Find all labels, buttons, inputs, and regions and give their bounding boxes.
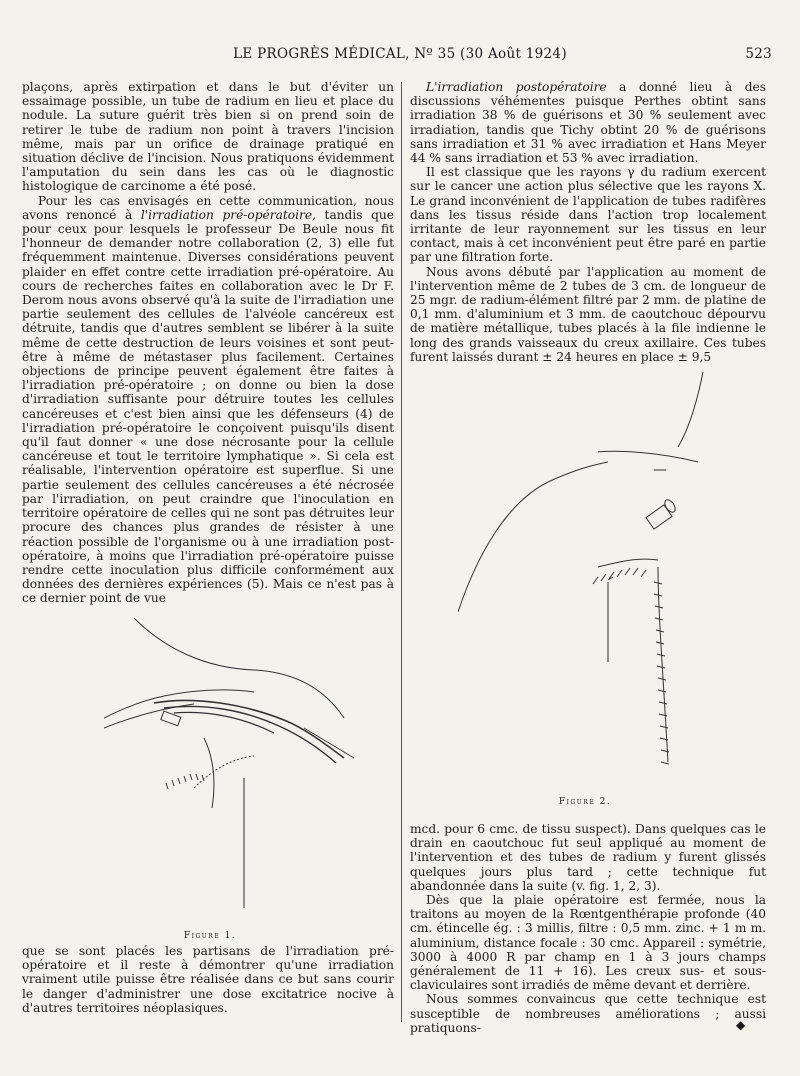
text-run: a donné lieu à des discussions véhémentes puisque Perthes obtint sans irradiation 38 % de guérisons et 30 % seulement avec irradiation, tandis que Tichy obtint 20 % de guérisons sans irradiation et 31 % avec irradiation et Hans Meyer 44 % sans irradiation et 53 % avec irradiation. xyxy=(410,80,766,166)
page-number: 523 xyxy=(745,46,772,62)
text-run: tandis que pour ceux pour lesquels le professeur De Beule nous fit l'honneur de demander notre collaboration (2, 3) elle fut fréquemment maintenue. Diverses considérations peuvent plaider en effet contre cette irradiation pré-opératoire. Au cours de recherches faites en collaboration avec le Dr F. Derom nous avons observé qu'à la suite de l'irradiation une partie seulement des cellules de l'alvéole cancéreux est détruite, tandis que d'autres semblent se libérer à la suite même de cette destruction de leurs voisines et sont peut-être à même de métastaser plus facilement. Certaines objections de principe peuvent également être faites à l'irradiation pré-opératoire ; on donne ou bien la dose d'irradiation suffisante pour détruire toutes les cellules cancéreuses et c'est bien ainsi que les défenseurs (4) de l'irradiation pré-opératoire le conçoivent puisqu'ils disent qu'il faut donner « une dose nécrosante pour la cellule cancéreuse et tout le territoire lymphatique ». Si cela est réalisable, l'intervention opératoire est superflue. Si une partie seulement des cellules cancéreuses a été nécrosée par l'irradiation, on peut craindre que l'inoculation en territoire opératoire de celles qui ne sont pas détruites leur procure des chances plus grandes de résister à une réaction possible de l'organisme ou à une irradiation post-opératoire, à moins que l'irradiation pré-opératoire puisse rendre cette inoculation plus difficile conformément aux données des dernières expériences (5). Mais ce n'est pas à ce dernier point de vue xyxy=(22,207,394,606)
paragraph xyxy=(22,194,394,606)
text-run: Pour les cas envisagés en cette communication, nous avons renoncé à xyxy=(22,193,394,222)
paragraph: que se sont placés les partisans de l'irradiation pré-opératoire et il reste à démontrer qu'une irradiation vraiment utile puisse être réalisée dans ce but sans courir le danger d'administrer une dose excitatrice nocive à d'autres territoires néoplasiques. xyxy=(22,944,394,1015)
figure-2-caption: Figure 2. xyxy=(558,797,612,807)
right-column-continuation xyxy=(410,822,766,1035)
paragraph: mcd. pour 6 cmc. de tissu suspect). Dans quelques cas le drain en caoutchouc fut seul appliqué au moment de l'intervention et des tubes de radium y furent glissés quelques jours plus tard ; cette technique fut abandonnée dans la suite (v. fig. 1, 2, 3). xyxy=(410,822,766,893)
italic-term: L'irradiation postopératoire xyxy=(426,80,607,94)
paragraph: Dès que la plaie opératoire est fermée, nous la traitons au moyen de la Rœntgenthérapie profonde (40 cm. étincelle ég. : 3 millis, filtre : 0,5 mm. zinc. + 1 m m. aluminium, distance focale : 30 cmc. Appareil : symétrie, 3000 à 4000 R par champ en 1 à 3 jours champs généralement de 11 + 16). Les creux sus- et sous-claviculaires sont irradiés de même devant et derrière. xyxy=(410,893,766,993)
end-ornament: ◆ xyxy=(736,1018,746,1032)
paragraph: plaçons, après extirpation et dans le but d'éviter un essaimage possible, un tube de radium en lieu et place du nodule. La suture guérit très bien si on prend soin de retirer le tube de radium non point à travers l'incision même, mais par un orifice de drainage pratiqué en situation déclive de l'incision. Nous pratiquons évidemment l'amputation du sein dans les cas où le diagnostic histologique de carcinome a été posé. xyxy=(22,80,394,194)
left-column xyxy=(22,80,394,606)
column-divider xyxy=(401,82,402,1022)
paragraph: Nous sommes convaincus que cette technique est susceptible de nombreuses améliorations ; aussi pratiquons- xyxy=(410,992,766,1035)
figure-1-caption: Figure 1. xyxy=(183,931,237,941)
running-header xyxy=(28,46,772,66)
right-column xyxy=(410,80,766,364)
paragraph: Nous avons débuté par l'application au moment de l'intervention même de 2 tubes de 3 cm. de longueur de 25 mgr. de radium-élément filtré par 2 mm. de platine de 0,1 mm. d'aluminium et 3 mm. de caoutchouc dépourvu de matière métallique, tubes placés à la file indienne le long des grands vaisseaux du creux axillaire. Ces tubes furent laissés durant ± 24 heures en place ± 9,5 xyxy=(410,264,766,364)
paragraph xyxy=(410,80,766,165)
journal-title: LE PROGRÈS MÉDICAL, Nº 35 (30 Août 1924) xyxy=(233,46,567,62)
paragraph: Il est classique que les rayons γ du radium exercent sur le cancer une action plus sélective que les rayons X. Le grand inconvénient de l'application de tubes radifères dans les tissus réside dans l'action trop localement irritante de leur rayonnement sur les tissus en leur contact, mais à cet inconvénient peut être paré en partie par une filtration forte. xyxy=(410,165,766,265)
figure-1-illustration xyxy=(104,608,384,908)
italic-term: l'irradiation pré-opératoire, xyxy=(140,207,316,222)
left-column-continuation xyxy=(22,944,394,1015)
figure-2-illustration xyxy=(458,372,758,790)
